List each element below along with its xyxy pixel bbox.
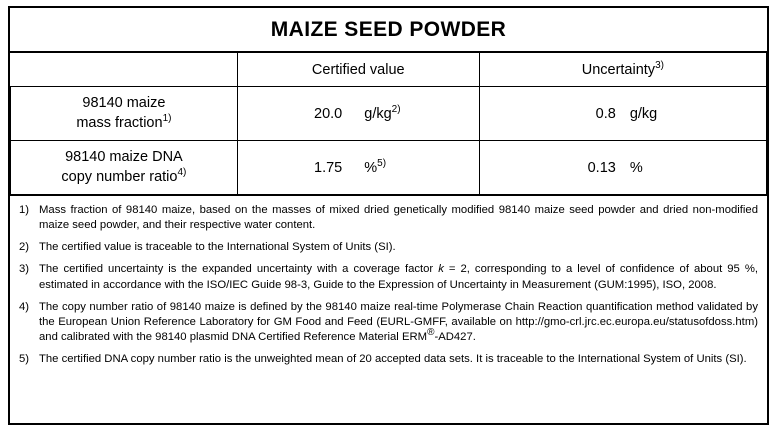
header-blank bbox=[11, 53, 238, 87]
footnote-text: Mass fraction of 98140 maize, based on the masses of mixed dried genetically modified 98140 maize seed powder and dried non-modified maize seed powder, and their respective water content. bbox=[39, 204, 758, 232]
header-uncertainty-label: Uncertainty bbox=[581, 61, 656, 78]
row-label-footnote: 4) bbox=[177, 166, 187, 178]
footnote-text: The certified DNA copy number ratio is the unweighted mean of 20 accepted data sets. It is traceable to the International System of Units (SI). bbox=[39, 353, 747, 365]
certificate-frame bbox=[8, 6, 769, 425]
header-certified-value: Certified value bbox=[237, 53, 479, 87]
value-wrap bbox=[238, 103, 479, 122]
row-certified-value-mass-fraction bbox=[237, 87, 479, 141]
uncertainty-wrap bbox=[480, 106, 766, 122]
table-header-row bbox=[11, 53, 767, 87]
footnote-5 bbox=[19, 352, 758, 367]
row-label-line1: 98140 maize DNA bbox=[65, 148, 183, 165]
footnote-italic-symbol: k bbox=[438, 263, 444, 276]
footnote-marker: 1) bbox=[19, 204, 30, 216]
footnote-marker: 5) bbox=[19, 353, 30, 365]
uncertainty-number: 0.13 bbox=[587, 159, 616, 176]
footnote-text bbox=[39, 262, 758, 292]
value-wrap bbox=[238, 157, 479, 176]
header-uncertainty-footnote: 3) bbox=[655, 59, 664, 71]
row-label-mass-fraction bbox=[11, 87, 238, 141]
value-unit-text: g/kg bbox=[364, 105, 392, 122]
footnote-1 bbox=[19, 203, 758, 233]
registered-trademark-icon: ® bbox=[427, 327, 435, 339]
row-label-line1: 98140 maize bbox=[82, 94, 166, 111]
row-uncertainty-copy-number-ratio bbox=[479, 141, 766, 195]
footnote-text-post: -AD427. bbox=[434, 330, 476, 343]
row-label-line2-wrap bbox=[11, 114, 237, 134]
value-footnote: 2) bbox=[391, 103, 401, 115]
footnote-marker: 4) bbox=[19, 300, 30, 313]
row-label-footnote: 1) bbox=[162, 112, 172, 124]
value-unit bbox=[364, 157, 420, 176]
footnote-marker: 3) bbox=[19, 263, 30, 276]
row-label-copy-number-ratio bbox=[11, 141, 238, 195]
row-label-line2: mass fraction bbox=[76, 114, 163, 131]
value-number: 20.0 bbox=[314, 105, 343, 122]
footnote-text bbox=[39, 300, 758, 345]
uncertainty-number: 0.8 bbox=[595, 105, 616, 122]
table-row bbox=[11, 87, 767, 141]
footnotes-section bbox=[10, 195, 767, 423]
footnote-3 bbox=[19, 262, 758, 292]
uncertainty-wrap bbox=[480, 160, 766, 176]
footnote-text-post: = 2, corresponding to a level of confidence of about 95 %, estimated in accordance with the ISO/IEC Guide 98-3, Guide to the Expression of Uncertainty in Measurement (GUM:1995), ISO, 2008. bbox=[39, 263, 759, 291]
row-certified-value-copy-number-ratio bbox=[237, 141, 479, 195]
row-label-line2-wrap bbox=[11, 168, 237, 188]
table-row bbox=[11, 141, 767, 195]
footnote-marker: 2) bbox=[19, 241, 30, 254]
row-uncertainty-mass-fraction bbox=[479, 87, 766, 141]
uncertainty-unit: g/kg bbox=[629, 105, 658, 122]
value-unit bbox=[364, 103, 420, 122]
header-uncertainty bbox=[479, 53, 766, 87]
certified-values-table bbox=[10, 53, 767, 195]
page-title: MAIZE SEED POWDER bbox=[10, 8, 767, 53]
footnote-2 bbox=[19, 240, 758, 255]
value-unit-text: % bbox=[364, 159, 378, 176]
value-footnote: 5) bbox=[377, 157, 387, 169]
value-number: 1.75 bbox=[314, 159, 343, 176]
footnote-4 bbox=[19, 300, 758, 345]
uncertainty-unit: % bbox=[629, 159, 643, 176]
footnote-text-pre: The copy number ratio of 98140 maize is defined by the 98140 maize real-time Polymerase Chain Reaction quantification method validated by the European Union Reference Laboratory for GM Food and Feed (EURL-GMFF, available on http://gmo-crl.jrc.ec.europa.eu/statusofdoss.htm) and calibrated with the 98140 plasmid DNA Certified Reference Material ERM bbox=[39, 300, 758, 343]
footnote-text: The certified value is traceable to the International System of Units (SI). bbox=[39, 241, 396, 254]
row-label-line2: copy number ratio bbox=[61, 168, 178, 185]
footnote-text-pre: The certified uncertainty is the expanded uncertainty with a coverage factor bbox=[39, 263, 439, 276]
